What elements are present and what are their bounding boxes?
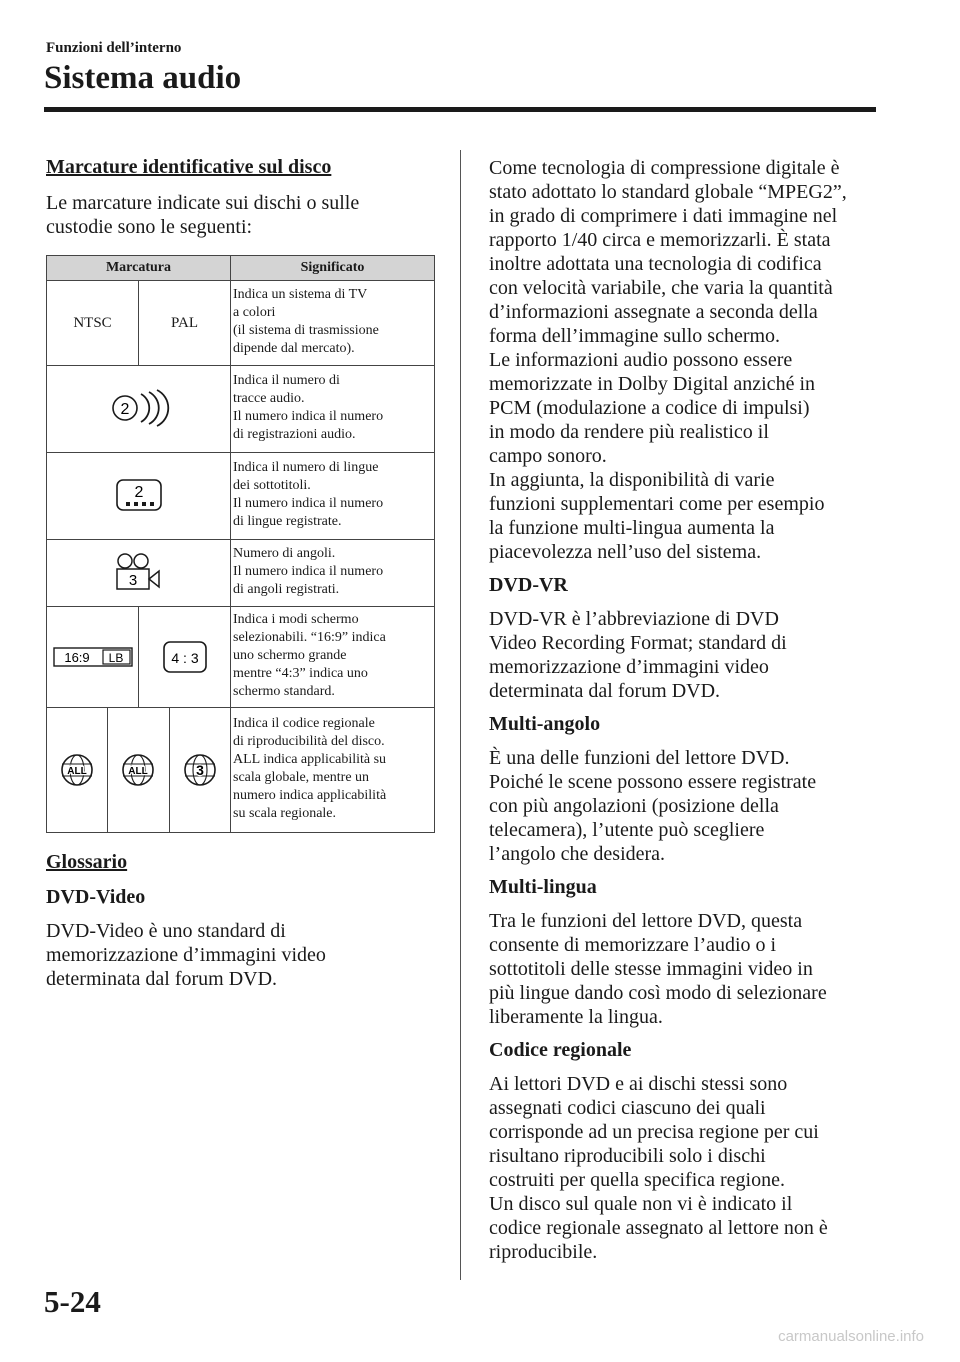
title-rule [44,107,876,112]
glossary-heading: Glossario [46,851,128,873]
table-row [47,540,435,607]
page-title: Sistema audio [44,60,242,96]
mark-pal: PAL [171,314,198,331]
markings-table [46,255,435,833]
mark-region-number [170,708,230,832]
widescreen-icon [53,646,133,668]
table-row [47,708,435,833]
right-column [489,156,889,1274]
region-code-text: Ai lettori DVD e ai dischi stessi sono assegnati codici ciascuno dei quali corrisponde ad un precisa regione per cui risultano riproducibili solo i dischi costruiti per quella specifica regione. Un disco sul quale non vi è indicato il codice regionale assegnato al lettore non è riproducibile. [489,1073,828,1263]
compression-text: Come tecnologia di compressione digitale è stato adottato lo standard globale “MPEG2”, in grado di comprimere i dati immagine nel rapporto 1/40 circa e memorizzarli. È stata inoltre adottata una tecnologia di codifica con velocità variabile, che varia la quantità d’informazioni assegnate a seconda della forma dell’immagine sullo schermo. Le informazioni audio possono essere memorizzate in Dolby Digital anziché in PCM (modulazione a codice di impulsi) in modo da rendere più realistico il campo sonoro. In aggiunta, la disponibilità di varie funzioni supplementari come per esempio la funzione multi-lingua aumenta la piacevolezza nell’uso del sistema. [489,157,847,563]
section-label: Funzioni dell’interno [46,40,182,56]
subtitles-number: 2 [134,484,143,501]
region-number-icon [183,753,217,787]
mark-ntsc: NTSC [47,281,139,365]
multi-angle-heading: Multi-angolo [489,713,601,735]
left-column [46,156,434,1001]
audio-tracks-icon [107,388,171,428]
page-number: 5-24 [44,1284,101,1319]
watermark: carmanualsonline.info [778,1328,924,1345]
column-header-marking: Marcatura [47,256,231,281]
region-code-heading: Codice regionale [489,1039,632,1061]
column-header-meaning: Significato [231,256,435,281]
multi-language-heading: Multi-lingua [489,876,597,898]
dvd-video-text: DVD-Video è uno standard di memorizzazione d’immagini video determinata dal forum DVD. [46,920,326,990]
mark-cell-group [47,281,231,366]
mark-standard-screen [139,607,230,707]
table-row [47,281,435,366]
camera-angle-number: 3 [128,572,137,589]
table-row [47,453,435,540]
meaning-cell: Indica un sistema di TV a colori (il sistema di trasmissione dipende dal mercato). [231,281,435,366]
table-header-row [47,256,435,281]
region-number-label: 3 [195,762,204,778]
table-row [47,607,435,708]
column-divider [460,150,461,1280]
multi-angle-text: È una delle funzioni del lettore DVD. Poiché le scene possono essere registrate con più angolazioni (posizione della telecamera), l’utente può scegliere l’angolo che desidera. [489,747,817,865]
camera-angle-icon [111,552,167,592]
dvd-vr-text: DVD-VR è l’abbreviazione di DVD Video Recording Format; standard di memorizzazione d’immagini video determinata dal forum DVD. [489,608,787,702]
mark-region-all [47,708,108,832]
markings-intro: Le marcature indicate sui dischi o sulle custodie sono le seguenti: [46,192,360,238]
region-all-icon [121,753,155,787]
region-all-label: ALL [67,766,87,777]
letterbox-label: LB [108,651,123,665]
mark-widescreen [47,607,139,707]
audio-tracks-number: 2 [120,401,129,418]
multi-language-text: Tra le funzioni del lettore DVD, questa consente di memorizzare l’audio o i sottotitoli delle stesse immagini video in più lingue dando così modo di selezionare liberamente la lingua. [489,910,827,1028]
dvd-video-heading: DVD-Video [46,886,146,908]
markings-heading: Marcature identificative sul disco [46,156,332,178]
standard-screen-icon [162,640,208,674]
mark-region-all [108,708,169,832]
region-all-label: ALL [128,766,149,777]
widescreen-label: 16:9 [63,650,90,665]
meaning-cell: Indica il codice regionale di riproducibilità del disco. ALL indica applicabilità su scala globale, mentre un numero indica applicabilità su scala regionale. [231,708,435,833]
subtitles-icon [114,476,164,514]
mark-cell-group [47,607,231,708]
mark-cell [47,453,231,540]
glossary-section [46,851,434,991]
dvd-vr-heading: DVD-VR [489,574,568,596]
meaning-cell: Numero di angoli. Il numero indica il numero di angoli registrati. [231,540,435,607]
meaning-cell: Indica i modi schermo selezionabili. “16:9” indica uno schermo grande mentre “4:3” indica uno schermo standard. [231,607,435,708]
mark-cell [47,540,231,607]
meaning-cell: Indica il numero di tracce audio. Il numero indica il numero di registrazioni audio. [231,366,435,453]
meaning-cell: Indica il numero di lingue dei sottotitoli. Il numero indica il numero di lingue registrate. [231,453,435,540]
mark-cell [47,366,231,453]
standard-screen-label: 4 : 3 [170,650,199,666]
mark-cell-group [47,708,231,833]
region-all-icon [60,753,94,787]
table-row [47,366,435,453]
